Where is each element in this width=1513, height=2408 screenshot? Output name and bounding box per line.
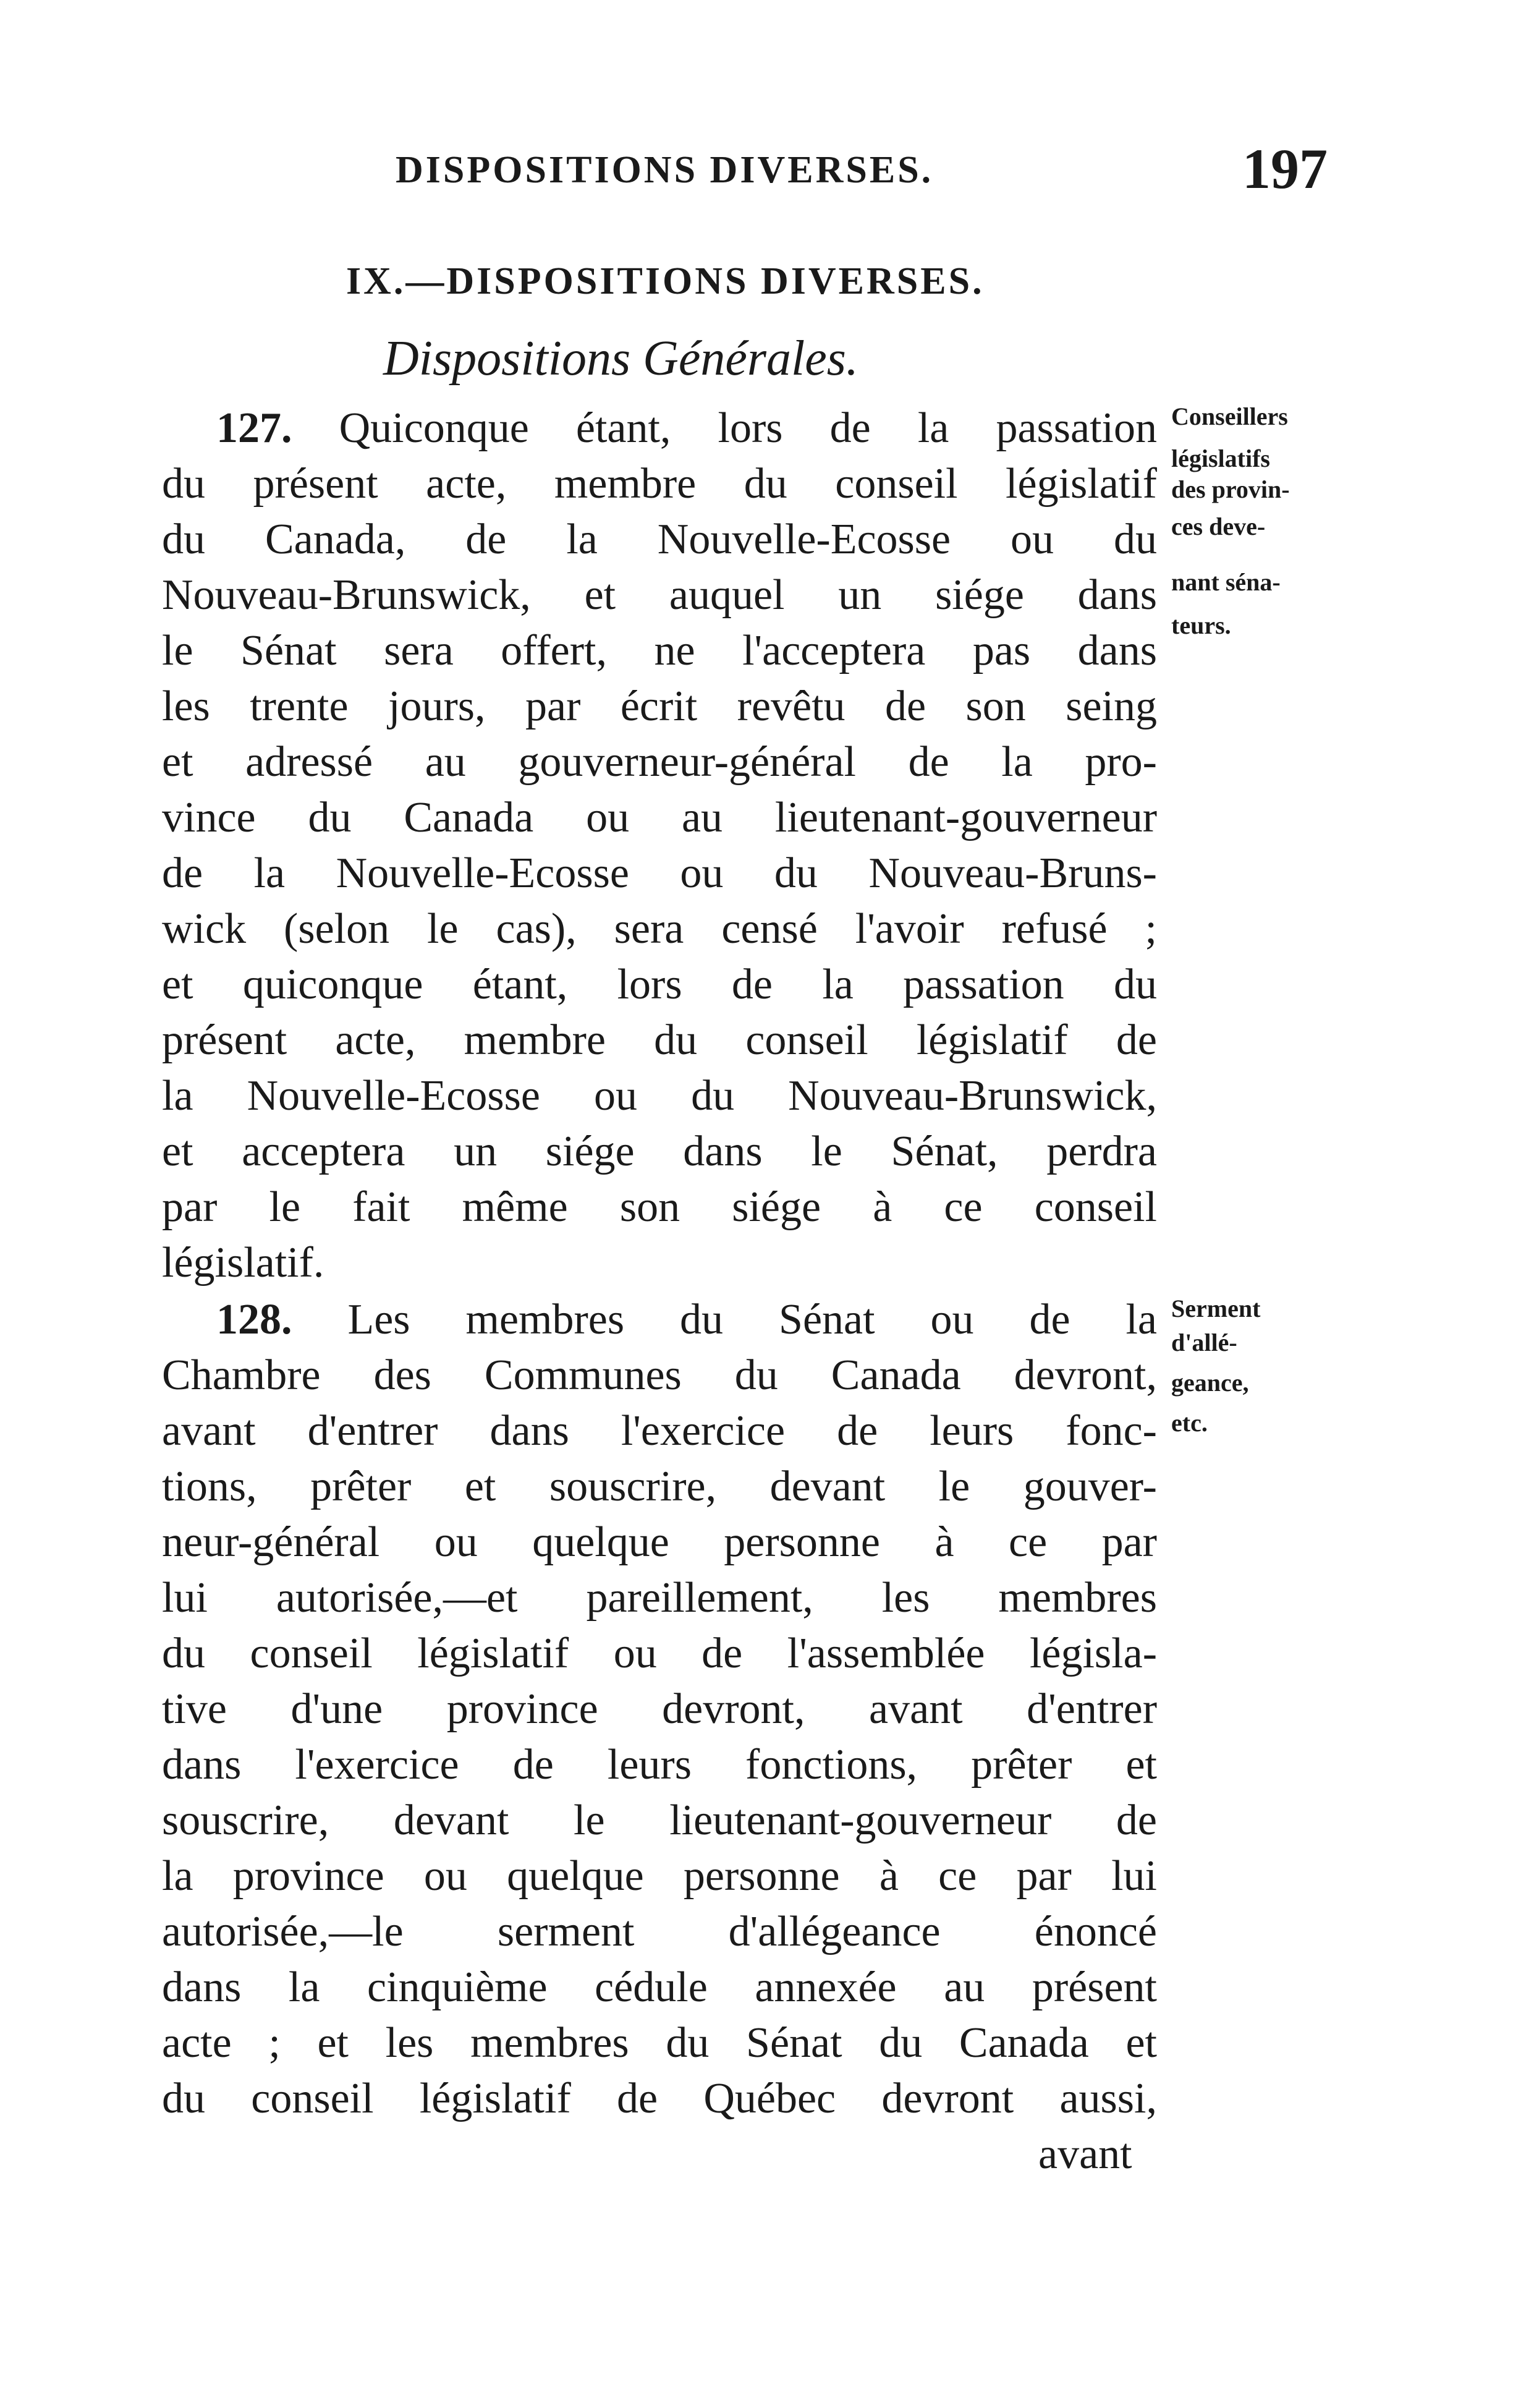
article-128-line: souscrire, devant le lieutenant-gouverneur de xyxy=(162,1797,1157,1844)
marginal-note-127: teurs. xyxy=(1171,611,1231,639)
article-127-line: les trente jours, par écrit revêtu de son seing xyxy=(162,683,1157,730)
article-127-line: et acceptera un siége dans le Sénat, perdra xyxy=(162,1128,1157,1175)
article-128-line: autorisée,—le serment d'allégeance énoncé xyxy=(162,1908,1157,1955)
article-128-line: tions, prêter et souscrire, devant le gouver- xyxy=(162,1463,1157,1510)
article-128-line: Chambre des Communes du Canada devront, xyxy=(162,1351,1157,1399)
article-127-line: du Canada, de la Nouvelle-Ecosse ou du xyxy=(162,516,1157,563)
article-128-line: neur-général ou quelque personne à ce par xyxy=(162,1518,1157,1566)
marginal-note-127: des provin- xyxy=(1171,475,1290,503)
article-128-line: dans la cinquième cédule annexée au présent xyxy=(162,1963,1157,2011)
article-127-first-line xyxy=(216,401,1157,456)
article-128-first-line xyxy=(216,1292,1157,1348)
article-127-line: présent acte, membre du conseil législatif de xyxy=(162,1016,1157,1064)
article-127-line: et adressé au gouverneur-général de la pro- xyxy=(162,738,1157,786)
article-127-line: la Nouvelle-Ecosse ou du Nouveau-Brunswick, xyxy=(162,1072,1157,1120)
article-128-line: du conseil législatif ou de l'assemblée législa- xyxy=(162,1630,1157,1677)
article-127-line: Nouveau-Brunswick, et auquel un siége dans xyxy=(162,571,1157,619)
article-128-line: la province ou quelque personne à ce par lui xyxy=(162,1852,1157,1900)
article-128-line: du conseil législatif de Québec devront aussi, xyxy=(162,2075,1157,2122)
article-128-line: acte ; et les membres du Sénat du Canada et xyxy=(162,2019,1157,2067)
marginal-note-127: nant séna- xyxy=(1171,568,1281,596)
marginal-note-127: Conseillers xyxy=(1171,402,1288,430)
section-heading: IX.—DISPOSITIONS DIVERSES. xyxy=(346,260,985,302)
marginal-note-128: geance, xyxy=(1171,1369,1249,1397)
article-127-line: de la Nouvelle-Ecosse ou du Nouveau-Bruns- xyxy=(162,849,1157,897)
article-128-number: 128. xyxy=(216,1296,292,1343)
article-127-number: 127. xyxy=(216,404,292,452)
section-subheading: Dispositions Générales. xyxy=(383,331,858,386)
article-127-line: législatif. xyxy=(162,1239,324,1287)
article-127-line: du présent acte, membre du conseil législatif xyxy=(162,460,1157,508)
article-127-line: par le fait même son siége à ce conseil xyxy=(162,1183,1157,1231)
marginal-note-128: etc. xyxy=(1171,1409,1208,1437)
marginal-note-128: d'allé- xyxy=(1171,1329,1237,1356)
article-128-line: lui autorisée,—et pareillement, les membres xyxy=(162,1574,1157,1622)
marginal-note-127: ces deve- xyxy=(1171,513,1266,540)
article-127-line: le Sénat sera offert, ne l'acceptera pas dans xyxy=(162,627,1157,674)
running-head: DISPOSITIONS DIVERSES. xyxy=(396,149,934,191)
page-number: 197 xyxy=(1242,137,1328,200)
article-128-line: avant d'entrer dans l'exercice de leurs fonc- xyxy=(162,1407,1157,1455)
article-127-line: wick (selon le cas), sera censé l'avoir refusé ; xyxy=(162,905,1157,953)
marginal-note-127: législatifs xyxy=(1171,445,1270,472)
article-127-line: vince du Canada ou au lieutenant-gouverneur xyxy=(162,794,1157,841)
article-127-line-0: Quiconque étant, lors de la passation xyxy=(339,404,1158,452)
article-128-line: tive d'une province devront, avant d'entrer xyxy=(162,1685,1157,1733)
marginal-note-128: Serment xyxy=(1171,1295,1261,1322)
article-127-line: et quiconque étant, lors de la passation du xyxy=(162,961,1157,1008)
article-128-line: dans l'exercice de leurs fonctions, prêter et xyxy=(162,1741,1157,1789)
catchword: avant xyxy=(1038,2130,1132,2178)
article-128-line-0: Les membres du Sénat ou de la xyxy=(347,1296,1158,1343)
